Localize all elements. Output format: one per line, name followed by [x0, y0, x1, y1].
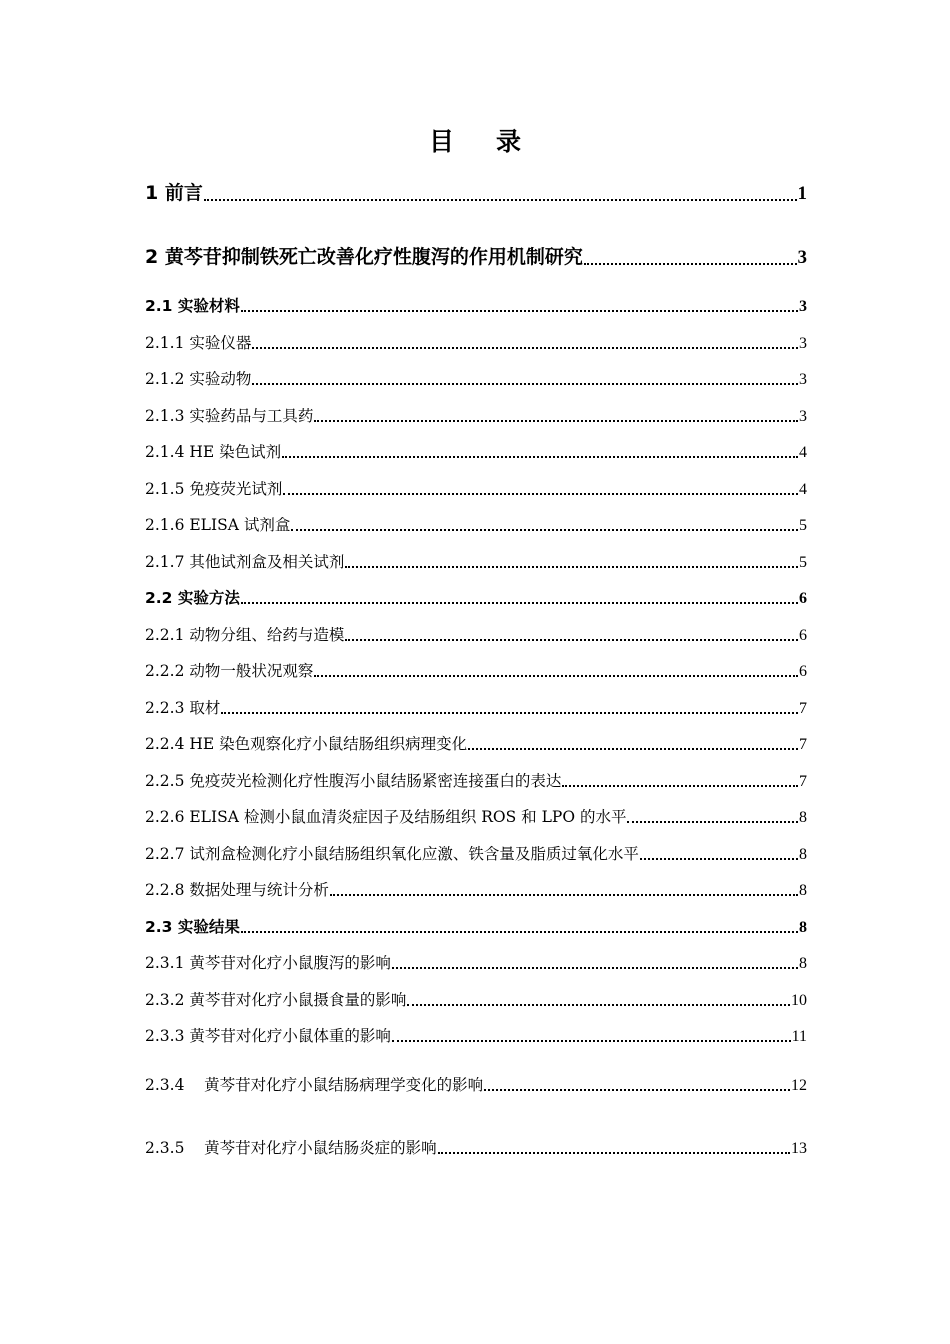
toc-entry-label: 2.1.6 ELISA 试剂盒 — [145, 516, 291, 534]
toc-entry-label: 2.1.5 免疫荧光试剂 — [145, 480, 283, 498]
toc-leader-dots — [484, 1089, 790, 1091]
toc-entry[interactable] — [145, 1073, 807, 1095]
toc-entry-label: 2.3.1 黄芩苷对化疗小鼠腹泻的影响 — [145, 954, 391, 972]
toc-entry-page: 3 — [799, 408, 807, 425]
toc-entry-page: 5 — [799, 554, 807, 571]
toc-leader-dots — [241, 931, 798, 933]
toc-leader-dots — [204, 199, 797, 201]
toc-entry-page: 8 — [799, 846, 807, 863]
toc-leader-dots — [345, 639, 798, 641]
toc-entry[interactable] — [145, 805, 807, 827]
toc-entry-label: 2.1.2 实验动物 — [145, 370, 252, 388]
toc-entry[interactable] — [145, 732, 807, 754]
toc-entry-label: 2.3.3 黄芩苷对化疗小鼠体重的影响 — [145, 1027, 391, 1045]
toc-entry-label: 2.1 实验材料 — [145, 297, 240, 315]
toc-leader-dots — [392, 967, 798, 969]
toc-leader-dots — [640, 858, 798, 860]
toc-entry[interactable] — [145, 367, 807, 389]
toc-entry-page: 7 — [799, 773, 807, 790]
toc-entry-page: 1 — [797, 183, 807, 204]
toc-entry[interactable] — [145, 1136, 807, 1158]
toc-entry[interactable] — [145, 842, 807, 864]
toc-leader-dots — [282, 456, 798, 458]
toc-entry[interactable] — [145, 659, 807, 681]
toc-entry[interactable] — [145, 696, 807, 718]
toc-entry-label: 2.3.2 黄芩苷对化疗小鼠摄食量的影响 — [145, 991, 407, 1009]
toc-entry-page: 4 — [799, 444, 807, 461]
toc-entry[interactable] — [145, 242, 807, 269]
toc-entry-page: 3 — [799, 335, 807, 352]
toc-leader-dots — [468, 748, 798, 750]
toc-entry-label: 2.2.5 免疫荧光检测化疗性腹泻小鼠结肠紧密连接蛋白的表达 — [145, 772, 562, 790]
toc-entry-label: 2.3 实验结果 — [145, 918, 240, 936]
toc-leader-dots — [330, 894, 798, 896]
toc-entry-label: 2.3.4 黄芩苷对化疗小鼠结肠病理学变化的影响 — [145, 1076, 484, 1094]
toc-entry-label: 2.2.8 数据处理与统计分析 — [145, 881, 329, 899]
toc-leader-dots — [407, 1004, 790, 1006]
toc-entry[interactable] — [145, 440, 807, 462]
toc-leader-dots — [314, 420, 798, 422]
toc-entry-label: 2.1.1 实验仪器 — [145, 334, 252, 352]
toc-entry-page: 3 — [799, 371, 807, 388]
toc-entry-label: 2.1.7 其他试剂盒及相关试剂 — [145, 553, 345, 571]
toc-leader-dots — [584, 263, 797, 265]
toc-entry-page: 7 — [799, 736, 807, 753]
toc-leader-dots — [291, 529, 798, 531]
toc-entry-page: 7 — [799, 700, 807, 717]
toc-entry-label: 2.2.6 ELISA 检测小鼠血清炎症因子及结肠组织 ROS 和 LPO 的水平 — [145, 808, 627, 826]
toc-entry[interactable] — [145, 951, 807, 973]
toc-entry-page: 5 — [799, 517, 807, 534]
toc-leader-dots — [252, 383, 798, 385]
toc-leader-dots — [283, 493, 798, 495]
toc-leader-dots — [241, 310, 798, 312]
toc-entry-page: 3 — [799, 298, 807, 315]
toc-entry[interactable] — [145, 178, 807, 205]
toc-entry-page: 12 — [791, 1077, 807, 1094]
toc-entry[interactable] — [145, 1024, 807, 1046]
toc-entry-label: 2.2.3 取材 — [145, 699, 221, 717]
toc-entry-page: 4 — [799, 481, 807, 498]
toc-entry-page: 8 — [799, 919, 807, 936]
toc-entry[interactable] — [145, 550, 807, 572]
toc-leader-dots — [345, 566, 798, 568]
toc-entry-page: 6 — [799, 663, 807, 680]
toc-leader-dots — [314, 675, 798, 677]
toc-entry-page: 3 — [797, 247, 807, 268]
toc-entry-label: 2.1.3 实验药品与工具药 — [145, 407, 314, 425]
toc-entry-label: 2.1.4 HE 染色试剂 — [145, 443, 282, 461]
toc-entry-page: 8 — [799, 809, 807, 826]
toc-entry-page: 13 — [791, 1140, 807, 1157]
toc-entry-page: 6 — [799, 627, 807, 644]
toc-entry-page: 8 — [799, 955, 807, 972]
toc-entry-page: 10 — [791, 992, 807, 1009]
toc-leader-dots — [392, 1040, 791, 1042]
toc-entry-label: 2.3.5 黄芩苷对化疗小鼠结肠炎症的影响 — [145, 1139, 437, 1157]
toc-entry[interactable] — [145, 513, 807, 535]
toc-entry[interactable] — [145, 915, 807, 937]
toc-entry[interactable] — [145, 769, 807, 791]
toc-leader-dots — [252, 347, 798, 349]
toc-leader-dots — [241, 602, 798, 604]
toc-entry[interactable] — [145, 477, 807, 499]
toc-entry-label: 1 前言 — [145, 182, 203, 204]
toc-leader-dots — [627, 821, 798, 823]
toc-entry-label: 2.2.4 HE 染色观察化疗小鼠结肠组织病理变化 — [145, 735, 468, 753]
toc-entry[interactable] — [145, 623, 807, 645]
toc-entry-label: 2.2 实验方法 — [145, 589, 240, 607]
toc-entry[interactable] — [145, 294, 807, 316]
toc-entry[interactable] — [145, 331, 807, 353]
toc-title: 目录 — [428, 127, 563, 156]
toc-entry[interactable] — [145, 404, 807, 426]
toc-entry[interactable] — [145, 878, 807, 900]
toc-entry-label: 2 黄芩苷抑制铁死亡改善化疗性腹泻的作用机制研究 — [145, 246, 583, 268]
toc-entry[interactable] — [145, 988, 807, 1010]
toc-entry-page: 6 — [799, 590, 807, 607]
toc-entry-page: 8 — [799, 882, 807, 899]
toc-entry-label: 2.2.1 动物分组、给药与造模 — [145, 626, 345, 644]
toc-entry-page: 11 — [791, 1028, 807, 1045]
toc-entry-label: 2.2.2 动物一般状况观察 — [145, 662, 314, 680]
toc-entry[interactable] — [145, 586, 807, 608]
toc-entry-label: 2.2.7 试剂盒检测化疗小鼠结肠组织氧化应激、铁含量及脂质过氧化水平 — [145, 845, 639, 863]
toc-leader-dots — [221, 712, 798, 714]
toc-leader-dots — [562, 785, 798, 787]
toc-leader-dots — [438, 1152, 790, 1154]
